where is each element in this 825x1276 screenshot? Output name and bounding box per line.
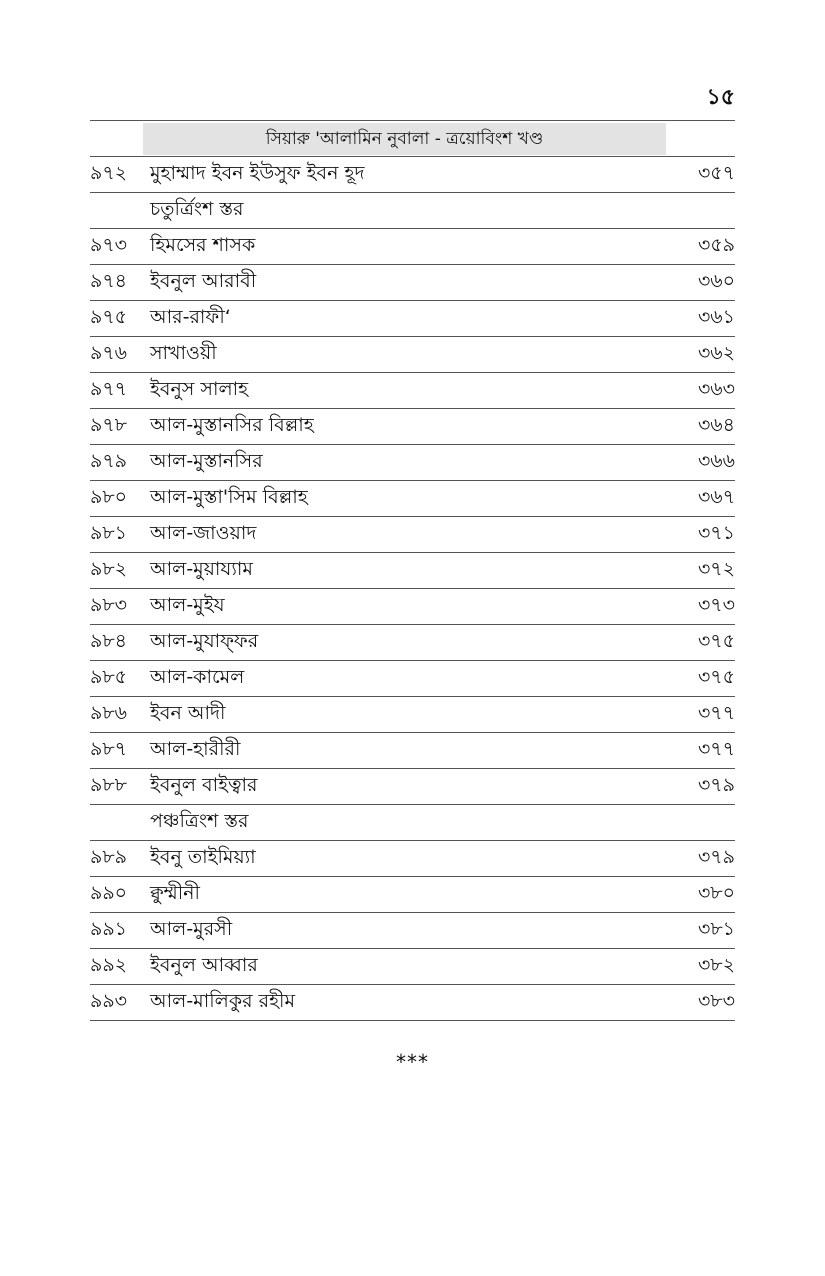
toc-entry-row [90,229,735,265]
entry-page-number: ৩৬০ [697,269,735,292]
toc-rows [90,157,735,1021]
toc-entry-row [90,445,735,481]
entry-page-number: ৩৭৯ [697,845,735,868]
toc-entry-row [90,409,735,445]
toc-entry-row [90,517,735,553]
entry-page-number: ৩৭৯ [697,773,735,796]
entry-title: আল-কামেল [150,665,245,688]
table-of-contents [90,120,735,1021]
entry-page-number: ৩৮২ [697,953,735,976]
toc-header-row [90,121,735,157]
entry-number: ৯৮২ [90,557,128,580]
entry-page-number: ৩৬৩ [697,377,735,400]
entry-number: ৯৭৪ [90,269,128,292]
page-number: ১৫ [706,85,735,110]
toc-entry-row [90,733,735,769]
toc-entry-row [90,373,735,409]
toc-entry-row [90,301,735,337]
entry-page-number: ৩৭৫ [697,629,735,652]
toc-entry-row [90,697,735,733]
entry-title: আল-মুস্তানসির বিল্লাহ [150,413,314,436]
entry-title: মুহাম্মাদ ইবন ইউসুফ ইবন হূদ [150,161,365,184]
toc-entry-row [90,265,735,301]
entry-page-number: ৩৭৭ [697,737,735,760]
entry-title: আল-মুয়ায্যাম [150,557,253,580]
entry-title: আল-মুস্তা'সিম বিল্লাহ [150,485,308,508]
toc-entry-row [90,949,735,985]
volume-title: সিয়ারু 'আলামিন নুবালা - ত্রয়োবিংশ খণ্ড [143,123,666,155]
entry-page-number: ৩৮০ [697,881,735,904]
entry-title: ইবনুল আব্বার [150,953,258,976]
entry-title: সাখাওয়ী [150,341,217,364]
toc-entry-row [90,841,735,877]
entry-number: ৯৭৬ [90,341,128,364]
entry-title: আল-জাওয়াদ [150,521,257,544]
entry-number: ৯৮০ [90,485,128,508]
toc-entry-row [90,625,735,661]
entry-page-number: ৩৫৯ [697,233,735,256]
entry-page-number: ৩৬৪ [697,413,735,436]
toc-entry-row [90,661,735,697]
entry-title: আল-মুস্তানসির [150,449,263,472]
entry-title: ইবন আদী [150,701,226,724]
section-heading: চতুর্ত্রিংশ স্তর [150,197,244,220]
entry-title: আল-মালিকুর রহীম [150,989,296,1012]
toc-entry-row [90,985,735,1021]
entry-number: ৯৮১ [90,521,127,544]
toc-entry-row [90,337,735,373]
entry-title: আল-মুযাফ্ফর [150,629,259,652]
entry-page-number: ৩৮৩ [697,989,735,1012]
entry-title: আল-হারীরী [150,737,241,760]
entry-title: আল-মুরসী [150,917,233,940]
entry-number: ৯৭৭ [90,377,128,400]
entry-number: ৯৮৭ [90,737,128,760]
entry-title: আল-মুইয [150,593,225,616]
entry-number: ৯৭৮ [90,413,128,436]
toc-entry-row [90,481,735,517]
entry-number: ৯৭৩ [90,233,128,256]
entry-page-number: ৩৭১ [697,521,735,544]
entry-number: ৯৯২ [90,953,128,976]
entry-number: ৯৭৯ [90,449,128,472]
toc-entry-row [90,913,735,949]
toc-entry-row [90,589,735,625]
toc-entry-row [90,157,735,193]
entry-number: ৯৮৯ [90,845,127,868]
entry-page-number: ৩৮১ [697,917,735,940]
entry-page-number: ৩৭৭ [697,701,735,724]
entry-title: ইবনুস সালাহ [150,377,249,400]
entry-page-number: ৩৫৭ [697,161,735,184]
section-heading-row [90,193,735,229]
entry-number: ৯৯৩ [90,989,128,1012]
entry-title: হিমসের শাসক [150,233,256,256]
entry-number: ৯৮৫ [90,665,127,688]
entry-page-number: ৩৭৫ [697,665,735,688]
entry-page-number: ৩৭৩ [697,593,735,616]
entry-page-number: ৩৬২ [697,341,735,364]
entry-number: ৯৮৬ [90,701,128,724]
entry-title: আর-রাফী‘ [150,305,231,328]
section-heading-row [90,805,735,841]
section-heading: পঞ্চত্রিংশ স্তর [150,809,249,832]
entry-page-number: ৩৬৬ [697,449,735,472]
entry-number: ৯৮৪ [90,629,127,652]
entry-number: ৯৯০ [90,881,128,904]
entry-title: ইবনু তাইমিয়্যা [150,845,256,868]
entry-number: ৯৭২ [90,161,128,184]
entry-number: ৯৭৫ [90,305,128,328]
entry-page-number: ৩৬৭ [697,485,735,508]
entry-page-number: ৩৬১ [697,305,735,328]
entry-page-number: ৩৭২ [697,557,735,580]
toc-entry-row [90,877,735,913]
entry-title: ইবনুল বাইত্বার [150,773,258,796]
toc-entry-row [90,553,735,589]
entry-title: ক্বুম্মীনী [150,881,200,904]
toc-entry-row [90,769,735,805]
entry-number: ৯৯১ [90,917,127,940]
end-mark: *** [396,1050,429,1074]
entry-number: ৯৮৩ [90,593,128,616]
entry-title: ইবনুল আরাবী [150,269,257,292]
entry-number: ৯৮৮ [90,773,127,796]
